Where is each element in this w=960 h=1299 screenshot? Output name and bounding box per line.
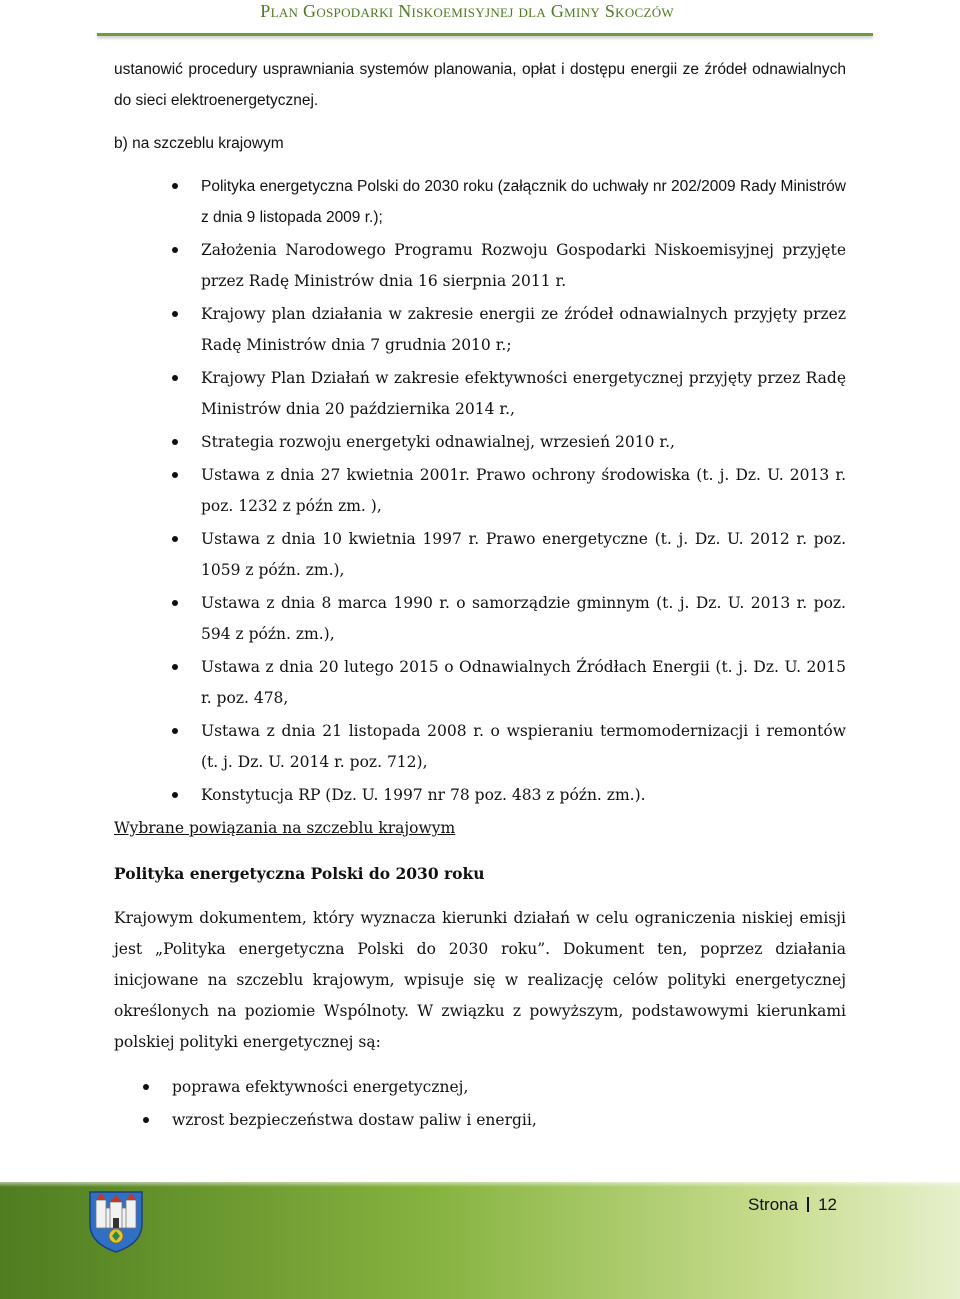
section-link-national-relations[interactable]: Wybrane powiązania na szczeblu krajowym <box>114 819 456 837</box>
list-item: Ustawa z dnia 27 kwietnia 2001r. Prawo ochrony środowiska (t. j. Dz. U. 2013 r. poz. 1232 z późn zm. ), <box>114 460 846 522</box>
list-item: Krajowy Plan Działań w zakresie efektywności energetycznej przyjęty przez Radę Ministrów dnia 20 października 2014 r., <box>114 363 846 425</box>
list-item: Ustawa z dnia 10 kwietnia 1997 r. Prawo energetyczne (t. j. Dz. U. 2012 r. poz. 1059 z późn. zm.), <box>114 524 846 586</box>
document-body <box>114 54 846 1138</box>
list-item: Krajowy plan działania w zakresie energii ze źródeł odnawialnych przyjęty przez Radę Ministrów dnia 7 grudnia 2010 r.; <box>114 299 846 361</box>
coat-of-arms-icon <box>88 1190 144 1254</box>
list-item: Konstytucja RP (Dz. U. 1997 nr 78 poz. 483 z późn. zm.). <box>114 780 846 811</box>
list-item: Ustawa z dnia 8 marca 1990 r. o samorządzie gminnym (t. j. Dz. U. 2013 r. poz. 594 z późn. zm.), <box>114 588 846 650</box>
page-number-separator <box>807 1197 809 1212</box>
page-header-title: Plan Gospodarki Niskoemisyjnej dla Gminy Skoczów <box>260 1 674 21</box>
list-item: poprawa efektywności energetycznej, <box>114 1072 846 1103</box>
list-item: Założenia Narodowego Programu Rozwoju Gospodarki Niskoemisyjnej przyjęte przez Radę Ministrów dnia 16 sierpnia 2011 r. <box>114 235 846 297</box>
list-item: Polityka energetyczna Polski do 2030 roku (załącznik do uchwały nr 202/2009 Rady Ministrów z dnia 9 listopada 2009 r.); <box>114 171 846 233</box>
page-number <box>748 1195 837 1215</box>
intro-paragraph: ustanowić procedury usprawniania systemów planowania, opłat i dostępu energii ze źródeł odnawialnych do sieci elektroenergetycznej. <box>114 61 846 109</box>
page-number-value: 12 <box>818 1195 838 1214</box>
policy-directions-list <box>114 1072 846 1136</box>
national-documents-list <box>114 171 846 811</box>
page-label: Strona <box>748 1195 799 1214</box>
header-divider <box>97 33 873 36</box>
subheading-national-level: b) na szczeblu krajowym <box>114 135 284 152</box>
list-item: wzrost bezpieczeństwa dostaw paliw i energii, <box>114 1105 846 1136</box>
section-paragraph: Krajowym dokumentem, który wyznacza kierunki działań w celu ograniczenia niskiej emisji jest „Polityka energetyczna Polski do 2030 roku”. Dokument ten, poprzez działania inicjowane na szczeblu krajowym, wpisuje się w realizację celów polityki energetycznej określonych na poziomie Wspólnoty. W związku z powyższym, podstawowymi kierunkami polskiej polityki energetycznej są: <box>114 909 846 1051</box>
list-item: Ustawa z dnia 21 listopada 2008 r. o wspieraniu termomodernizacji i remontów (t. j. Dz. U. 2014 r. poz. 712), <box>114 716 846 778</box>
list-item: Ustawa z dnia 20 lutego 2015 o Odnawialnych Źródłach Energii (t. j. Dz. U. 2015 r. poz. 478, <box>114 652 846 714</box>
section-title: Polityka energetyczna Polski do 2030 roku <box>114 864 485 883</box>
list-item: Strategia rozwoju energetyki odnawialnej, wrzesień 2010 r., <box>114 427 846 458</box>
